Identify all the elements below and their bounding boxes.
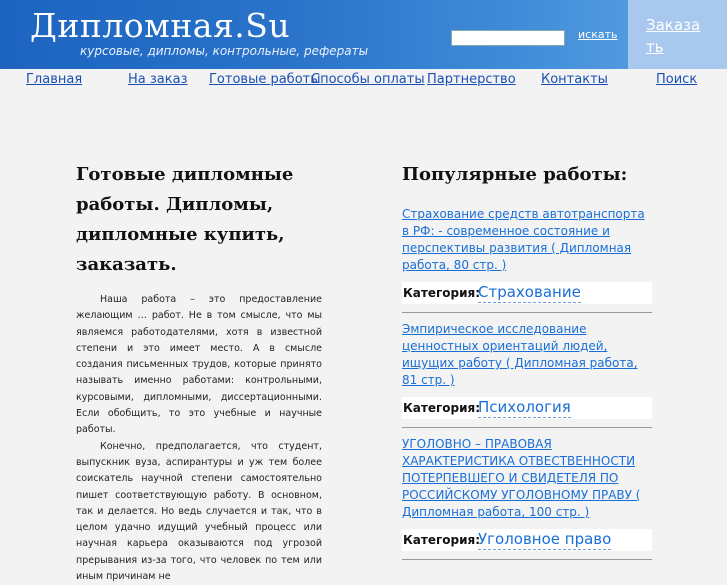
main-nav	[0, 72, 727, 90]
order-link[interactable]: Заказать	[646, 16, 701, 56]
nav-item-contacts[interactable]: Контакты	[541, 72, 608, 87]
site-header	[0, 0, 727, 69]
category-row	[402, 282, 652, 304]
popular-title: Популярные работы:	[402, 164, 628, 185]
order-panel	[628, 0, 727, 69]
intro-paragraph: Наша работа – это предоставление желающим … работ. Не в том смысле, что мы являемся работодателями, хотя в известной степени и это имеет место. А в смысле создания письменных трудов, которые принято называть именно работами: контрольными, курсовыми, дипломными, диссертационными. Если обобщить, то это учебные и научные работы.	[76, 294, 322, 436]
category-label: Категория:	[403, 401, 481, 415]
divider	[402, 559, 652, 560]
nav-item-search[interactable]: Поиск	[656, 72, 698, 87]
search-input[interactable]	[451, 30, 565, 46]
nav-item-order[interactable]: На заказ	[128, 72, 188, 87]
divider	[402, 312, 652, 313]
intro-text	[76, 292, 322, 585]
nav-item-payment[interactable]: Способы оплаты	[311, 72, 425, 87]
search-button[interactable]: искать	[578, 28, 618, 41]
nav-item-ready-works[interactable]: Готовые работы	[209, 72, 321, 87]
nav-item-partnership[interactable]: Партнерство	[427, 72, 516, 87]
category-row	[402, 397, 652, 419]
category-link[interactable]: Психология	[478, 398, 571, 416]
site-logo[interactable]: Дипломная.Su	[30, 6, 291, 45]
work-link[interactable]: УГОЛОВНО – ПРАВОВАЯ ХАРАКТЕРИСТИКА ОТВЕСТВЕННОСТИ ПОТЕРПЕВШЕГО И СВИДЕТЕЛЯ ПО РОССИЙСКОМУ УГОЛОВНОМУ ПРАВУ ( Дипломная работа, 100 стр. )	[402, 437, 641, 519]
category-link[interactable]: Уголовное право	[478, 530, 612, 548]
list-item	[402, 206, 652, 313]
nav-item-home[interactable]: Главная	[26, 72, 83, 87]
divider	[402, 427, 652, 428]
work-link[interactable]: Эмпирическое исследование ценностных ориентаций людей, ищущих работу ( Дипломная работа, 81 стр. )	[402, 322, 638, 387]
page-title: Готовые дипломные работы. Дипломы, дипломные купить, заказать.	[76, 164, 294, 275]
category-link[interactable]: Страхование	[478, 283, 581, 301]
list-item	[402, 321, 652, 428]
popular-works-list	[402, 206, 652, 568]
intro-paragraph: Конечно, предполагается, что студент, выпускник вуза, аспирантуры и уж тем более соискатель научной степени самостоятельно пишет соответствующую работу. В основном, так и делается. Но ведь случается и так, что в целом удачно идущий учебный процесс или научная карьера оказываются под угрозой прерывания из-за того, что человек по тем или иным причинам не	[76, 440, 322, 583]
category-label: Категория:	[403, 533, 481, 547]
category-label: Категория:	[403, 286, 481, 300]
category-row	[402, 529, 652, 551]
list-item	[402, 436, 652, 560]
work-link[interactable]: Страхование средств автотранспорта в РФ: - современное состояние и перспективы развития ( Дипломная работа, 80 стр. )	[402, 207, 645, 272]
site-tagline: курсовые, дипломы, контрольные, рефераты	[80, 44, 369, 58]
